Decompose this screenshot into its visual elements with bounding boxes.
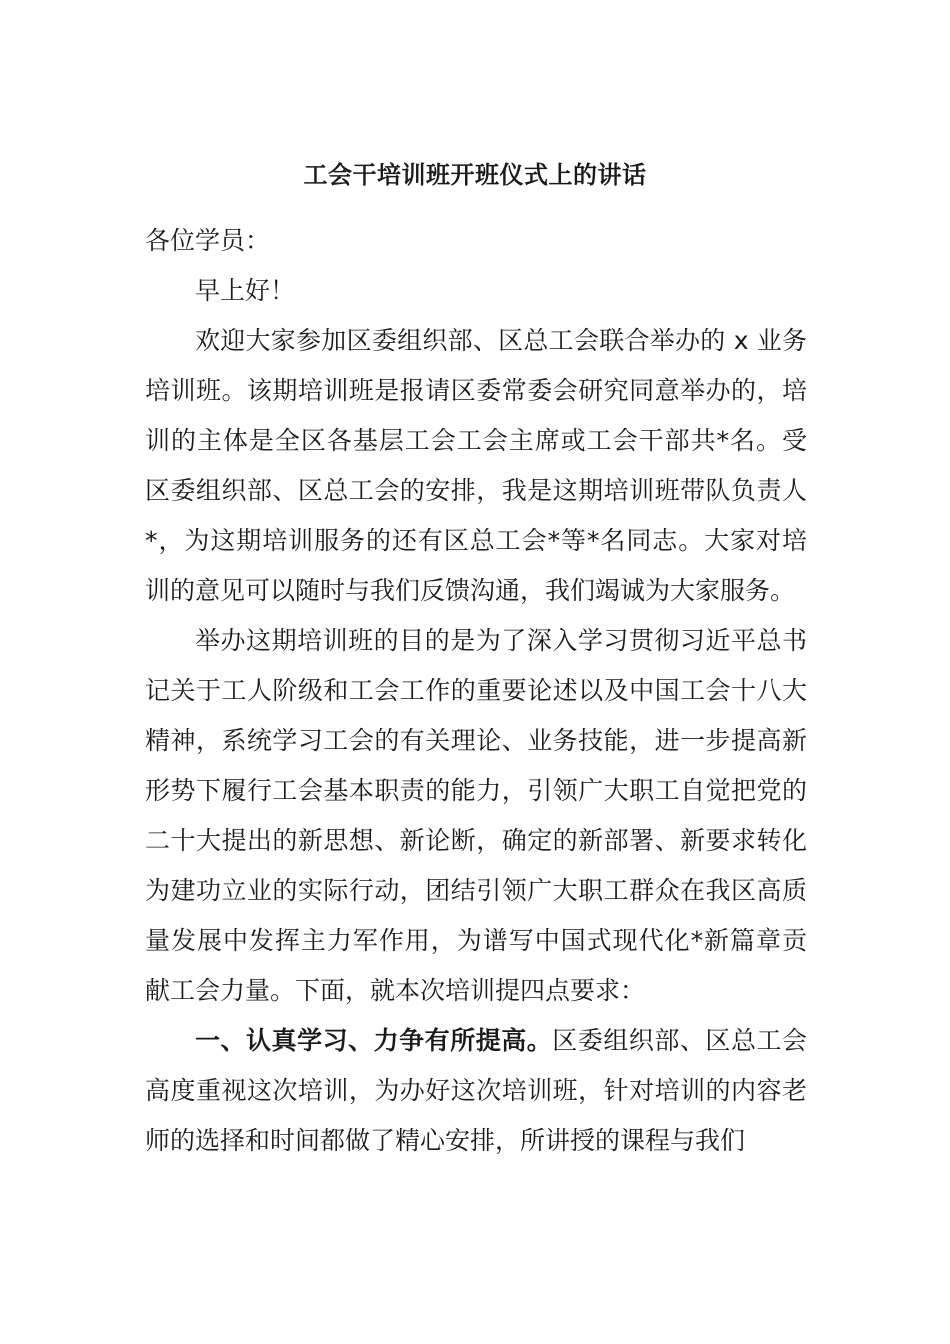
document-title: 工会干培训班开班仪式上的讲话 — [303, 161, 647, 189]
section-one-heading: 一、认真学习、力争有所提高。 — [195, 1026, 553, 1055]
greeting: 早上好！ — [195, 276, 296, 305]
document-body — [145, 216, 807, 1166]
paragraph-welcome: 欢迎大家参加区委组织部、区总工会联合举办的 x 业务培训班。该期培训班是报请区委常委会研究同意举办的，培训的主体是全区各基层工会工会主席或工会干部共*名。受区委组织部、区总工会的安排，我是这期培训班带队负责人*，为这期培训服务的还有区总工会*等*名同志。大家对培训的意见可以随时与我们反馈沟通，我们竭诚为大家服务。 — [145, 326, 807, 605]
salutation: 各位学员： — [145, 226, 271, 255]
paragraph-purpose: 举办这期培训班的目的是为了深入学习贯彻习近平总书记关于工人阶级和工会工作的重要论述以及中国工会十八大精神，系统学习工会的有关理论、业务技能，进一步提高新形势下履行工会基本职责的能力，引领广大职工自觉把党的二十大提出的新思想、新论断，确定的新部署、新要求转化为建功立业的实际行动，团结引领广大职工群众在我区高质量发展中发挥主力军作用，为谱写中国式现代化*新篇章贡献工会力量。下面，就本次培训提四点要求： — [145, 626, 807, 1005]
paragraph-section-one — [145, 1016, 807, 1166]
section-one-text: 区委组织部、区总工会高度重视这次培训，为办好这次培训班，针对培训的内容老师的选择和时间都做了精心安排，所讲授的课程与我们 — [145, 1026, 807, 1155]
